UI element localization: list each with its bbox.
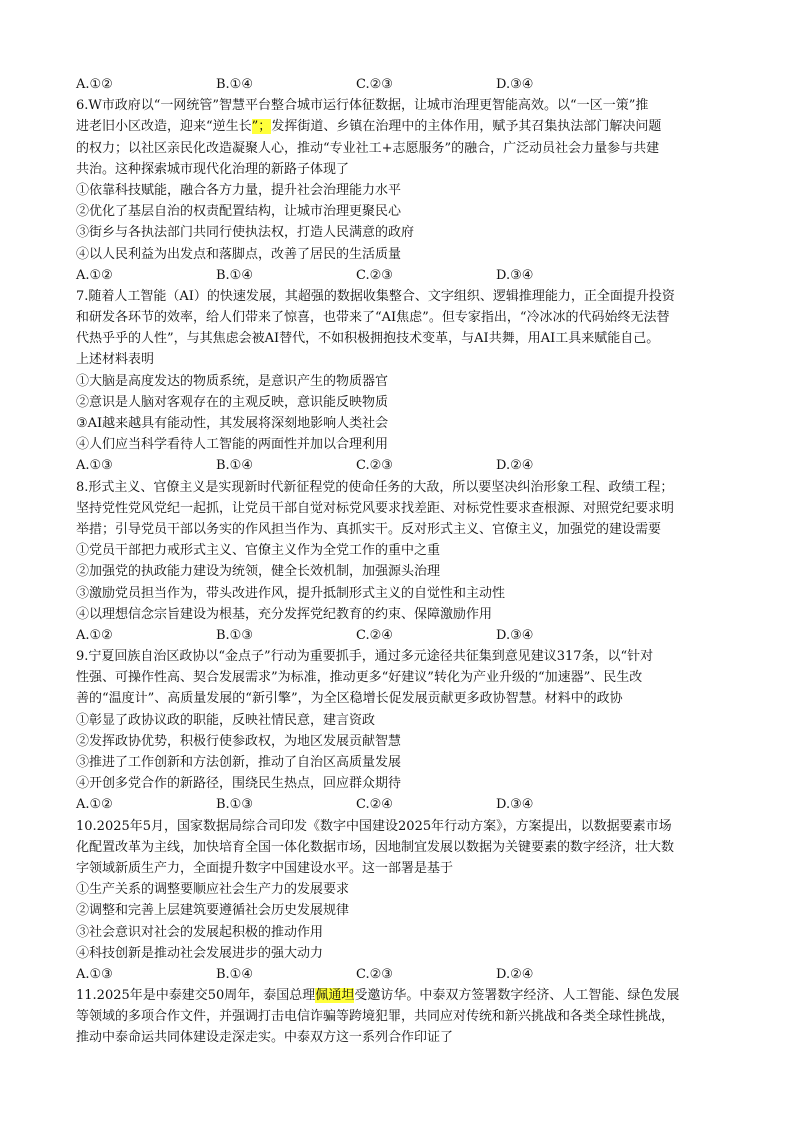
- answer-option: A.①②: [76, 627, 113, 643]
- text-line: 进老旧小区改造，迎来“逆生长”；发挥街道、乡镇在治理中的主体作用，赋予其召集执法部门解决问题: [76, 119, 662, 135]
- text-line: 10.2025年5月，国家数据局综合司印发《数字中国建设2025年行动方案》，方案提出，以数据要素市场: [76, 818, 672, 834]
- text-line: 上述材料表明: [76, 352, 155, 368]
- text-line: ①依靠科技赋能，融合各方力量，提升社会治理能力水平: [76, 182, 402, 198]
- answer-option: B.①③: [216, 627, 253, 643]
- answer-options: [76, 794, 726, 815]
- text-line: ②发挥政协优势，积极行使参政权，为地区发展贡献智慧: [76, 733, 402, 749]
- text-line: ①生产关系的调整要顺应社会生产力的发展要求: [76, 882, 350, 898]
- answer-option: D.②④: [496, 966, 534, 982]
- answer-option: A.①②: [76, 267, 113, 283]
- answer-option: B.①④: [216, 267, 253, 283]
- text-line: ②意识是人脑对客观存在的主观反映，意识能反映物质: [76, 394, 389, 410]
- answer-option: D.③④: [496, 77, 534, 92]
- answer-options: [76, 74, 726, 95]
- exam-page: [76, 74, 726, 1049]
- answer-option: A.①③: [76, 966, 113, 982]
- answer-option: C.②④: [356, 797, 393, 813]
- text-line: 7.随着人工智能（AI）的快速发展，其超强的数据收集整合、文字组织、逻辑推理能力，正全面提升投资: [76, 288, 675, 304]
- answer-option: D.③④: [496, 627, 534, 643]
- text-line: 善的“温度计”、高质量发展的“新引擎”，为全区稳增长促发展贡献更多政协智慧。材料中的政协: [76, 691, 623, 707]
- text-line: ②加强党的执政能力建设为统领，健全长效机制，加强源头治理: [76, 564, 441, 580]
- text-line: 等领域的多项合作文件，并强调打击电信诈骗等跨境犯罪，共同应对传统和新兴挑战和各类全球性挑战，: [76, 1009, 675, 1025]
- text-line: 举措；引导党员干部以务实的作风担当作为、真抓实干。反对形式主义、官僚主义，加强党的建设需要: [76, 521, 662, 537]
- text-line: ④人们应当科学看待人工智能的两面性并加以合理利用: [76, 437, 389, 453]
- text-line: ②优化了基层自治的权责配置结构，让城市治理更聚民心: [76, 204, 402, 220]
- text-line: ④科技创新是推动社会发展进步的强大动力: [76, 945, 324, 961]
- answer-option: C.②③: [356, 458, 393, 474]
- text-line: 8.形式主义、官僚主义是实现新时代新征程党的使命任务的大敌，所以要坚决纠治形象工程、政绩工程；: [76, 479, 674, 495]
- answer-options: [76, 964, 726, 985]
- text-line: ②调整和完善上层建筑要遵循社会历史发展规律: [76, 903, 350, 919]
- text-line: ③社会意识对社会的发展起积极的推动作用: [76, 924, 324, 940]
- text-line: ③推进了工作创新和方法创新，推动了自治区高质量发展: [76, 755, 402, 770]
- answer-option: C.②③: [356, 966, 393, 982]
- text-line: ④以理想信念宗旨建设为根基，充分发挥党纪教育的约束、保障激励作用: [76, 606, 493, 622]
- text-line: 化配置改革为主线，加快培育全国一体化数据市场，因地制宜发展以数据为关键要素的数字经济，壮大数: [76, 839, 675, 855]
- answer-option: A.①②: [76, 797, 113, 813]
- text-line: ④以人民利益为出发点和落脚点，改善了居民的生活质量: [76, 246, 402, 262]
- answer-option: D.③④: [496, 797, 534, 813]
- text-line: 11.2025年是中泰建交50周年，泰国总理佩通坦受邀访华。中泰双方签署数字经济、人工智能、绿色发展: [76, 988, 680, 1004]
- answer-option: A.①②: [76, 77, 113, 92]
- answer-option: B.①③: [216, 797, 253, 813]
- text-line: ①大脑是高度发达的物质系统，是意识产生的物质器官: [76, 373, 389, 389]
- text-line: 的权力；以社区亲民化改造凝聚人心，推动“专业社工+志愿服务”的融合，广泛动员社会力量参与共建: [76, 140, 660, 156]
- answer-option: C.②③: [356, 77, 393, 92]
- answer-option: D.③④: [496, 267, 534, 283]
- text-line: 和研发各环节的效率，给人们带来了惊喜，也带来了“AI焦虑”。但专家指出，“冷冰冰的代码始终无法替: [76, 310, 670, 326]
- highlight-mark: ”；: [251, 119, 272, 135]
- answer-options: [76, 625, 726, 646]
- text-line: 字领域新质生产力，全面提升数字中国建设水平。这一部署是基于: [76, 860, 454, 876]
- answer-options: [76, 265, 726, 286]
- text-line: ①党员干部把力戒形式主义、官僚主义作为全党工作的重中之重: [76, 543, 441, 559]
- text-line: ①彰显了政协议政的职能，反映社情民意，建言资政: [76, 712, 376, 728]
- text-line: ③街乡与各执法部门共同行使执法权，打造人民满意的政府: [76, 225, 415, 241]
- answer-options: [76, 455, 726, 476]
- answer-option: D.②④: [496, 458, 534, 474]
- text-line: ③AI越来越具有能动性，其发展将深刻地影响人类社会: [76, 416, 389, 431]
- text-line: 性强、可操作性高、契合发展需求”为标准，推动更多“好建议”转化为产业升级的“加速器”、民生改: [76, 670, 643, 686]
- answer-option: B.①④: [216, 458, 253, 474]
- text-line: 共治。这种探索城市现代化治理的新路子体现了: [76, 161, 350, 177]
- answer-option: C.②③: [356, 267, 393, 283]
- text-line: ③激励党员担当作为，带头改进作风，提升抵制形式主义的自觉性和主动性: [76, 585, 506, 601]
- text-line: 坚持党性党风党纪一起抓，让党员干部自觉对标党风要求找差距、对标党性要求查根源、对照党纪要求明: [76, 500, 675, 516]
- answer-option: C.②④: [356, 627, 393, 643]
- answer-option: B.①④: [216, 966, 253, 982]
- text-line: 6.W市政府以“一网统管”智慧平台整合城市运行体征数据，让城市治理更智能高效。以“一区一策”推: [76, 98, 649, 114]
- text-line: 9.宁夏回族自治区政协以“金点子”行动为重要抓手，通过多元途径共征集到意见建议317条，以“针对: [76, 649, 654, 665]
- highlight-mark: 佩通坦: [315, 988, 355, 1004]
- answer-option: B.①④: [216, 77, 253, 92]
- text-line: 推动中泰命运共同体建设走深走实。中泰双方这一系列合作印证了: [76, 1030, 454, 1046]
- text-line: 代热乎乎的人性”，与其焦虑会被AI替代，不如积极拥抱技术变革，与AI共舞，用AI工具来赋能自己。: [76, 331, 660, 347]
- answer-option: A.①③: [76, 458, 113, 474]
- text-line: ④开创多党合作的新路径，围绕民生热点，回应群众期待: [76, 776, 402, 792]
